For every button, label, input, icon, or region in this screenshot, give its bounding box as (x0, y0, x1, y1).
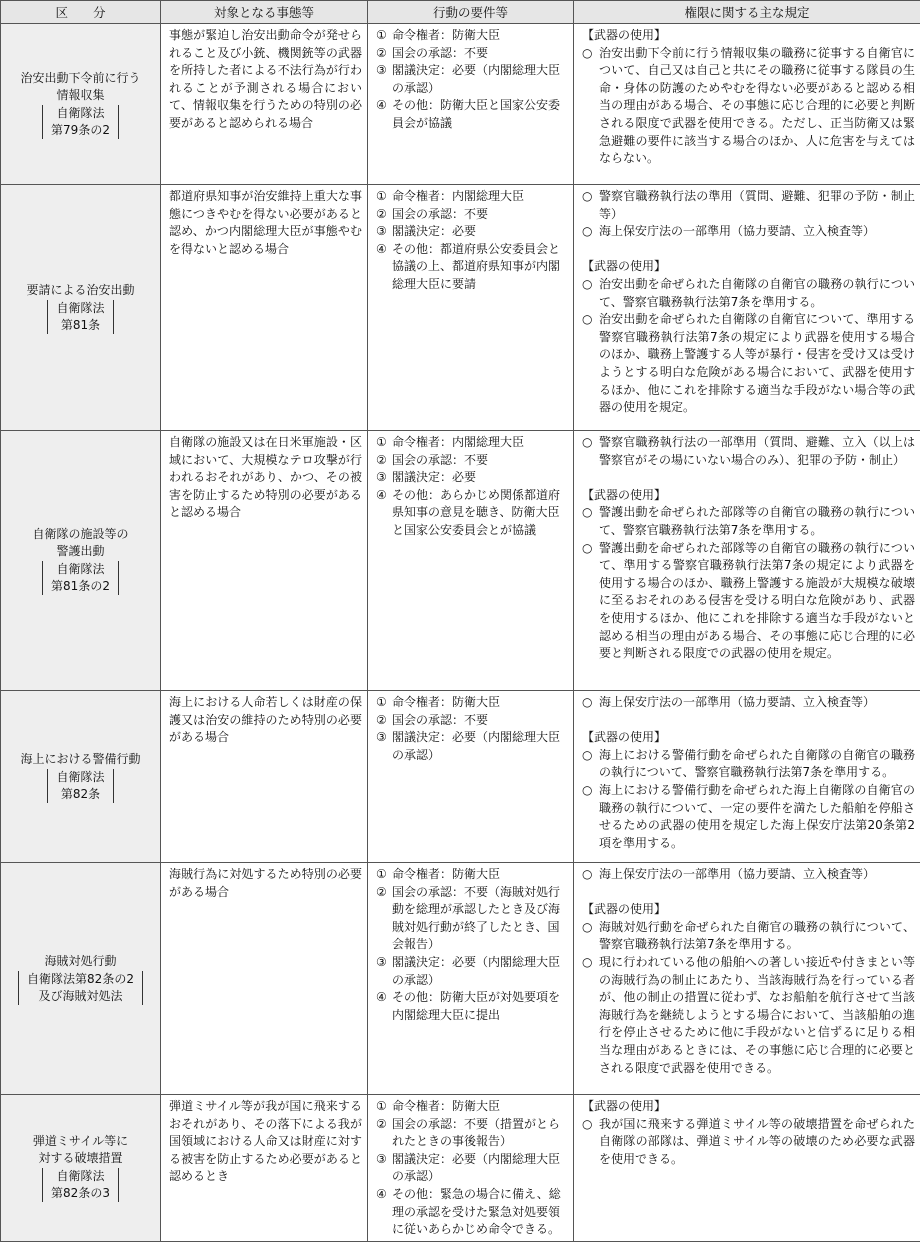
authority-heading: 【武器の使用】 (582, 487, 667, 502)
requirements-cell (368, 863, 574, 1095)
circle-bullet-icon: ○ (582, 954, 593, 969)
table-row (1, 24, 920, 185)
requirement-item (376, 27, 568, 45)
requirement-text: 閣議決定：必要（内閣総理大臣の承認） (392, 1151, 561, 1184)
requirements-cell (368, 185, 574, 431)
circle-bullet-icon: ○ (582, 276, 593, 291)
authority-text: 治安出動を命ぜられた自衛隊の自衛官について、準用する警察官職務執行法第7条の規定により武器を使用する場合のほか、職務上警護する人等が暴行・侵害を受け又は受けようとする明白な危険がある場合において、武器を使用するほか、他にこれを排除する適当な手段がない場合等の武器の使用を規定。 (599, 312, 915, 415)
category-cell (1, 431, 161, 691)
table-row (1, 1095, 920, 1242)
authority-heading: 【武器の使用】 (582, 28, 667, 42)
requirement-text: その他：あらかじめ関係都道府県知事の意見を聴き、防衛大臣と国家公安委員会とが協議 (392, 487, 561, 537)
authority-text: 海上における警備行動を命ぜられた海上自衛隊の自衛官の職務の執行について、一定の要件を満たした船舶を停船させるための武器の使用を規定した海上保安庁法第20条第2項を準用する。 (599, 782, 915, 850)
requirement-item (376, 1116, 568, 1151)
authority-item (582, 866, 915, 884)
law-reference (42, 561, 119, 595)
authority-item (582, 311, 915, 417)
requirement-item (376, 97, 568, 132)
requirement-number: ③ (376, 63, 387, 78)
authority-text: 現に行われている他の船舶への著しい接近や付きまとい等の海賊行為の制止にあたり、当該海賊行為を行っている者が、他の制止の措置に従わず、なお船舶を航行させて当該海賊行為を継続しようとする場合において、当該船舶の進行を停止させるために他に手段がないと信ずるに足りる相当な理由があるときには、その事態に応じ合理的に必要とされる限度で武器を使用できる。 (599, 954, 915, 1075)
requirement-number: ③ (376, 954, 387, 969)
requirement-item (376, 1151, 568, 1186)
requirement-text: 国会の承認：不要 (392, 206, 489, 221)
authority-text: 警察官職務執行法の準用（質問、避難、犯罪の予防・制止等） (599, 189, 915, 221)
authority-text: 治安出動を命ぜられた自衛隊の自衛官の職務の執行について、警察官職務執行法第7条を準用する。 (599, 276, 915, 309)
requirement-item (376, 989, 568, 1024)
category-name: 警護出動 (56, 544, 105, 558)
requirement-text: 閣議決定：必要（内閣総理大臣の承認） (392, 63, 561, 95)
authority-heading: 【武器の使用】 (582, 1099, 667, 1113)
authority-cell (574, 1095, 920, 1242)
authority-item (582, 276, 915, 311)
requirements-cell (368, 431, 574, 691)
authority-cell (574, 185, 920, 431)
authority-item (582, 1116, 915, 1169)
authority-heading: 【武器の使用】 (582, 730, 667, 745)
category-name: 弾道ミサイル等に (32, 1134, 129, 1149)
requirement-number: ② (376, 884, 387, 899)
requirement-item (376, 1098, 568, 1116)
circle-bullet-icon: ○ (582, 45, 593, 60)
situation-cell: 弾道ミサイル等が我が国に飛来するおそれがあり、その落下による我が国領域における人命又は財産に対する被害を防止するため必要があると認めるとき (161, 1095, 368, 1242)
circle-bullet-icon: ○ (582, 224, 593, 239)
requirement-item (376, 487, 568, 540)
category-name: 対する破壊措置 (38, 1151, 123, 1166)
requirement-text: 国会の承認：不要 (392, 452, 489, 467)
requirement-text: 閣議決定：必要 (392, 470, 477, 485)
law-line: 第82条 (60, 786, 101, 801)
requirement-number: ④ (376, 990, 387, 1005)
circle-bullet-icon: ○ (582, 919, 593, 934)
requirement-number: ② (376, 206, 387, 221)
authority-item (582, 434, 915, 469)
requirement-item (376, 434, 568, 452)
requirement-text: 命令権者：防衛大臣 (392, 1099, 501, 1113)
requirement-number: ② (376, 45, 387, 60)
authority-text: 警護出動を命ぜられた部隊等の自衛官の職務の執行について、準用する警察官職務執行法第7条の規定により武器を使用する場合のほか、職務上警護する施設が大規模な破壊に至るおそれのある侵害を受ける明白な危険があり、武器を使用するほか、他にこれを排除する適当な手段がないと認める相当の理由がある場合、その事態に応じ合理的に必要と判断される限度での武器の使用を規定。 (599, 540, 915, 661)
requirement-text: その他：都道府県公安委員会と協議の上、都道府県知事が内閣総理大臣に要請 (392, 241, 561, 291)
requirement-number: ③ (376, 1151, 387, 1166)
situation-cell: 海上における人命若しくは財産の保護又は治安の維持のため特別の必要がある場合 (161, 691, 368, 863)
authority-item (582, 694, 915, 712)
spacer (582, 712, 915, 730)
authority-cell (574, 431, 920, 691)
header-category: 区 分 (1, 1, 161, 24)
situation-cell: 自衛隊の施設又は在日米軍施設・区域において、大規模なテロ攻撃が行われるおそれがあり、かつ、その被害を防止するため特別の必要があると認める場合 (161, 431, 368, 691)
requirement-text: その他：緊急の場合に備え、総理の承認を受けた緊急対処要領に従いあらかじめ命令できる。 (392, 1186, 561, 1237)
authority-item (582, 954, 915, 1077)
requirement-item (376, 712, 568, 730)
law-line: 第79条の2 (51, 122, 110, 137)
requirement-item (376, 45, 568, 63)
circle-bullet-icon: ○ (582, 540, 593, 555)
requirement-item (376, 188, 568, 206)
law-line: 自衛隊法 (56, 1169, 105, 1184)
header-row (1, 1, 920, 24)
law-line: 第82条の3 (51, 1186, 110, 1201)
requirement-text: 国会の承認：不要（措置がとられたときの事後報告） (392, 1116, 561, 1149)
category-cell (1, 1095, 161, 1242)
requirement-text: 閣議決定：必要 (392, 224, 477, 239)
authority-text: 我が国に飛来する弾道ミサイル等の破壊措置を命ぜられた自衛隊の部隊は、弾道ミサイル等の破壊のため必要な武器を使用できる。 (599, 1116, 915, 1166)
header-situation: 対象となる事態等 (161, 1, 368, 24)
circle-bullet-icon: ○ (582, 312, 593, 327)
requirement-item (376, 241, 568, 294)
requirement-number: ③ (376, 730, 387, 745)
table-row (1, 431, 920, 691)
authority-text: 警護出動を命ぜられた部隊等の自衛官の職務の執行について、警察官職務執行法第7条を準用する。 (599, 505, 915, 537)
authority-item (582, 540, 915, 663)
requirement-text: 閣議決定：必要（内閣総理大臣の承認） (392, 730, 561, 762)
law-line: 第81条の2 (51, 579, 110, 593)
law-reference (18, 971, 143, 1005)
header-authority: 権限に関する主な規定 (574, 1, 920, 24)
category-cell (1, 24, 161, 185)
requirement-item (376, 866, 568, 884)
authority-text: 海上保安庁法の一部準用（協力要請、立入検査等） (599, 867, 876, 881)
requirement-number: ② (376, 712, 387, 727)
circle-bullet-icon: ○ (582, 189, 593, 203)
requirement-number: ④ (376, 98, 387, 113)
circle-bullet-icon: ○ (582, 435, 593, 449)
law-line: 及び海賊対処法 (38, 988, 123, 1003)
authority-item (582, 188, 915, 223)
requirement-number: ① (376, 695, 387, 709)
category-name: 情報収集 (56, 87, 105, 102)
requirement-text: 命令権者：防衛大臣 (392, 28, 501, 42)
authority-heading: 【武器の使用】 (582, 259, 667, 274)
category-name: 治安出動下令前に行う (20, 70, 141, 85)
authority-text: 海賊対処行動を命ぜられた自衛官の職務の執行について、警察官職務執行法第7条を準用する。 (599, 919, 915, 952)
category-name: 海賊対処行動 (44, 953, 117, 968)
requirements-cell (368, 691, 574, 863)
category-name: 要請による治安出動 (26, 282, 135, 297)
requirement-item (376, 206, 568, 224)
requirement-number: ④ (376, 241, 387, 256)
requirements-cell (368, 1095, 574, 1242)
situation-cell: 海賊行為に対処するため特別の必要がある場合 (161, 863, 368, 1095)
requirement-number: ② (376, 452, 387, 467)
authority-item (582, 45, 915, 168)
authority-item (582, 782, 915, 852)
law-line: 自衛隊法 (56, 562, 105, 576)
category-name: 自衛隊の施設等の (32, 527, 129, 541)
requirements-cell (368, 24, 574, 185)
requirement-number: ③ (376, 470, 387, 485)
requirement-item (376, 954, 568, 989)
law-line: 自衛隊法 (56, 769, 105, 784)
requirement-item (376, 452, 568, 470)
authority-cell (574, 691, 920, 863)
requirement-item (376, 223, 568, 241)
requirement-text: 命令権者：内閣総理大臣 (392, 189, 525, 203)
requirement-item (376, 469, 568, 487)
law-line: 自衛隊法 (56, 105, 105, 120)
requirement-item (376, 729, 568, 764)
requirement-text: 命令権者：防衛大臣 (392, 867, 501, 881)
law-line: 自衛隊法 (56, 300, 105, 315)
requirement-item (376, 694, 568, 712)
authority-text: 海上における警備行動を命ぜられた自衛隊の自衛官の職務の執行について、警察官職務執行法第7条を準用する。 (599, 747, 915, 780)
requirement-number: ① (376, 28, 387, 42)
requirement-text: 国会の承認：不要（海賊対処行動を総理が承認したとき及び海賊対処行動が終了したとき、国会報告） (392, 884, 561, 952)
circle-bullet-icon: ○ (582, 867, 593, 881)
requirement-number: ③ (376, 224, 387, 239)
circle-bullet-icon: ○ (582, 1116, 593, 1131)
table-row (1, 691, 920, 863)
requirement-number: ① (376, 1099, 387, 1113)
requirement-text: 命令権者：内閣総理大臣 (392, 435, 525, 449)
authority-item (582, 504, 915, 539)
requirement-number: ① (376, 189, 387, 203)
table-row (1, 185, 920, 431)
requirement-item (376, 1186, 568, 1239)
authority-item (582, 919, 915, 954)
category-cell (1, 863, 161, 1095)
authority-item (582, 223, 915, 241)
requirement-number: ② (376, 1116, 387, 1131)
authority-item (582, 747, 915, 782)
spacer (582, 884, 915, 902)
authority-text: 海上保安庁法の一部準用（協力要請、立入検査等） (599, 695, 876, 709)
law-reference (42, 1168, 119, 1202)
law-line: 第81条 (60, 317, 101, 332)
authority-heading: 【武器の使用】 (582, 902, 667, 917)
authority-cell (574, 24, 920, 185)
circle-bullet-icon: ○ (582, 695, 593, 709)
requirement-text: その他：防衛大臣と国家公安委員会が協議 (392, 98, 561, 130)
spacer (582, 469, 915, 487)
requirement-text: その他：防衛大臣が対処要項を内閣総理大臣に提出 (392, 990, 561, 1022)
requirement-number: ④ (376, 487, 387, 502)
header-requirements: 行動の要件等 (368, 1, 574, 24)
requirement-text: 命令権者：防衛大臣 (392, 695, 501, 709)
category-cell (1, 185, 161, 431)
law-reference (42, 105, 119, 139)
situation-cell: 事態が緊迫し治安出動命令が発せられること及び小銃、機関銃等の武器を所持した者による不法行為が行われることが予測される場合において、情報収集を行うための特別の必要があると認められる場合 (161, 24, 368, 185)
authority-cell (574, 863, 920, 1095)
circle-bullet-icon: ○ (582, 747, 593, 762)
law-reference (47, 769, 113, 803)
requirement-text: 閣議決定：必要（内閣総理大臣の承認） (392, 954, 561, 987)
situation-cell: 都道府県知事が治安維持上重大な事態につきやむを得ない必要があると認め、かつ内閣総理大臣が事態やむを得ないと認める場合 (161, 185, 368, 431)
requirement-text: 国会の承認：不要 (392, 45, 489, 60)
requirement-number: ① (376, 867, 387, 881)
requirement-number: ④ (376, 1186, 387, 1201)
requirement-item (376, 884, 568, 954)
authority-text: 海上保安庁法の一部準用（協力要請、立入検査等） (599, 224, 876, 239)
requirement-number: ① (376, 435, 387, 449)
circle-bullet-icon: ○ (582, 782, 593, 797)
law-line: 自衛隊法第82条の2 (27, 971, 134, 986)
table-row (1, 863, 920, 1095)
authority-text: 治安出動下令前に行う情報収集の職務に従事する自衛官について、自己又は自己と共にその職務に従事する隊員の生命・身体の防護のためやむを得ない必要があると認める相当の理由がある場合、その事態に応じ合理的に必要と判断される限度で武器を使用できる。ただし、正当防衛又は緊急避難の要件に該当する場合のほか、人に危害を与えてはならない。 (599, 45, 915, 166)
circle-bullet-icon: ○ (582, 505, 593, 520)
spacer (582, 241, 915, 259)
category-name: 海上における警備行動 (20, 751, 141, 766)
requirement-item (376, 62, 568, 97)
requirement-text: 国会の承認：不要 (392, 712, 489, 727)
law-reference (47, 300, 113, 334)
authority-text: 警察官職務執行法の一部準用（質問、避難、立入（以上は警察官がその場にいない場合のみ）、犯罪の予防・制止） (599, 435, 915, 467)
category-cell (1, 691, 161, 863)
